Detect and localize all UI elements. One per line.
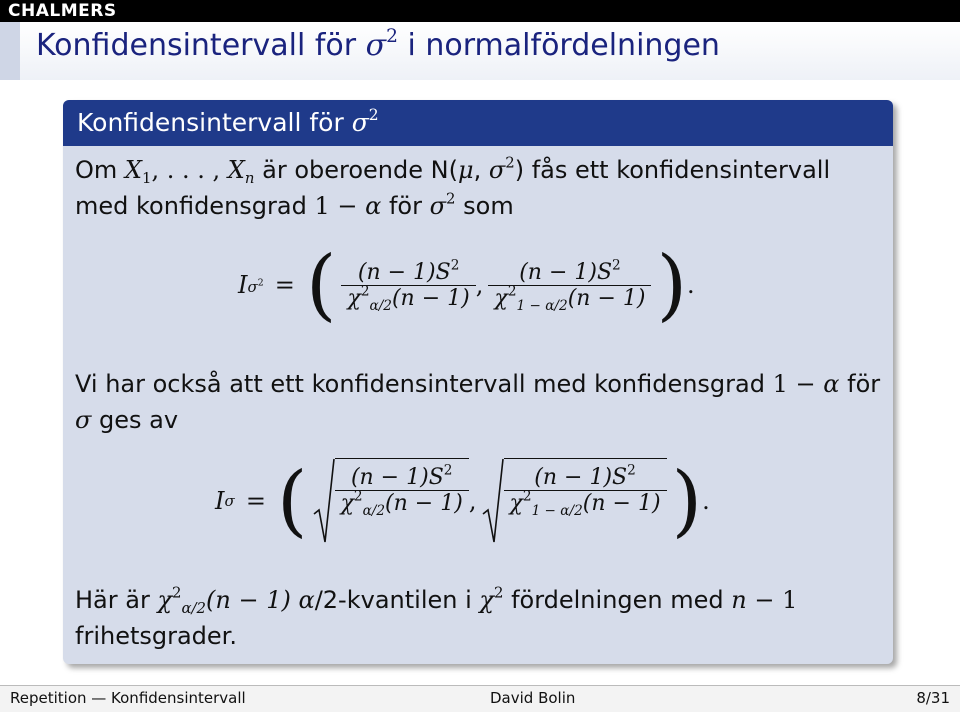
equation-sd-interval: Iσ = ( $\frac{(n - 1)S^2}{\chi^2_{\alpha/2}(n - 1)}$ , $\frac{(n - 1)S^2}{\chi^2_{1 - \alpha/2}(n - 1)}$ ). xyxy=(215,456,710,546)
header-bar xyxy=(0,0,960,22)
definition-block xyxy=(63,100,893,664)
paragraph-4: σ ges av xyxy=(75,406,179,434)
frame-title: Konfidensintervall för $\sigma^2$ i normalfördelningen xyxy=(36,25,720,63)
paragraph-2: med konfidensgrad 1 − α för $\sigma^2$ som xyxy=(75,189,514,220)
paragraph-3: Vi har också att ett konfidensintervall med konfidensgrad 1 − α för xyxy=(75,370,881,398)
paragraph-6: frihetsgrader. xyxy=(75,622,237,650)
block-header xyxy=(63,100,893,146)
footer-page-number: 8/31 xyxy=(916,689,950,707)
frame-title-bar xyxy=(0,22,960,80)
footer-bar xyxy=(0,685,960,712)
fraction-lower: $\frac{(n - 1)S^2}{\chi^2_{\alpha/2}(n - 1)}$ xyxy=(341,260,475,311)
fraction-upper: $\frac{(n - 1)S^2}{\chi^2_{1 - \alpha/2}(n - 1)}$ xyxy=(488,260,651,311)
footer-author: David Bolin xyxy=(490,689,576,707)
footer-section: Repetition — Konfidensintervall xyxy=(10,689,246,707)
block-title: Konfidensintervall för $\sigma^2$ xyxy=(77,106,379,137)
sqrt-lower: $\frac{(n - 1)S^2}{\chi^2_{\alpha/2}(n - 1)}$ xyxy=(313,458,469,544)
paragraph-5: Här är $\chi^2_{\alpha/2}(n - 1)$ α/2-kvantilen i $\chi^2$ fördelningen med n − 1 xyxy=(75,583,798,618)
chalmers-logo: CHALMERS xyxy=(8,1,117,21)
title-accent xyxy=(0,22,20,80)
equation-variance-interval: $I\sigma^2$ = ( $\frac{(n - 1)S^2}{\chi^2_{\alpha/2}(n - 1)}$ , $\frac{(n - 1)S^2}{\chi^2_{1 - \alpha/2}(n - 1)}$ ). xyxy=(238,240,695,330)
paragraph-1: Om $X_1$, . . . , $X_n$ är oberoende N(μ, $\sigma^2$) fås ett konfidensintervall xyxy=(75,153,831,188)
sqrt-upper: $\frac{(n - 1)S^2}{\chi^2_{1 - \alpha/2}(n - 1)}$ xyxy=(482,458,667,544)
